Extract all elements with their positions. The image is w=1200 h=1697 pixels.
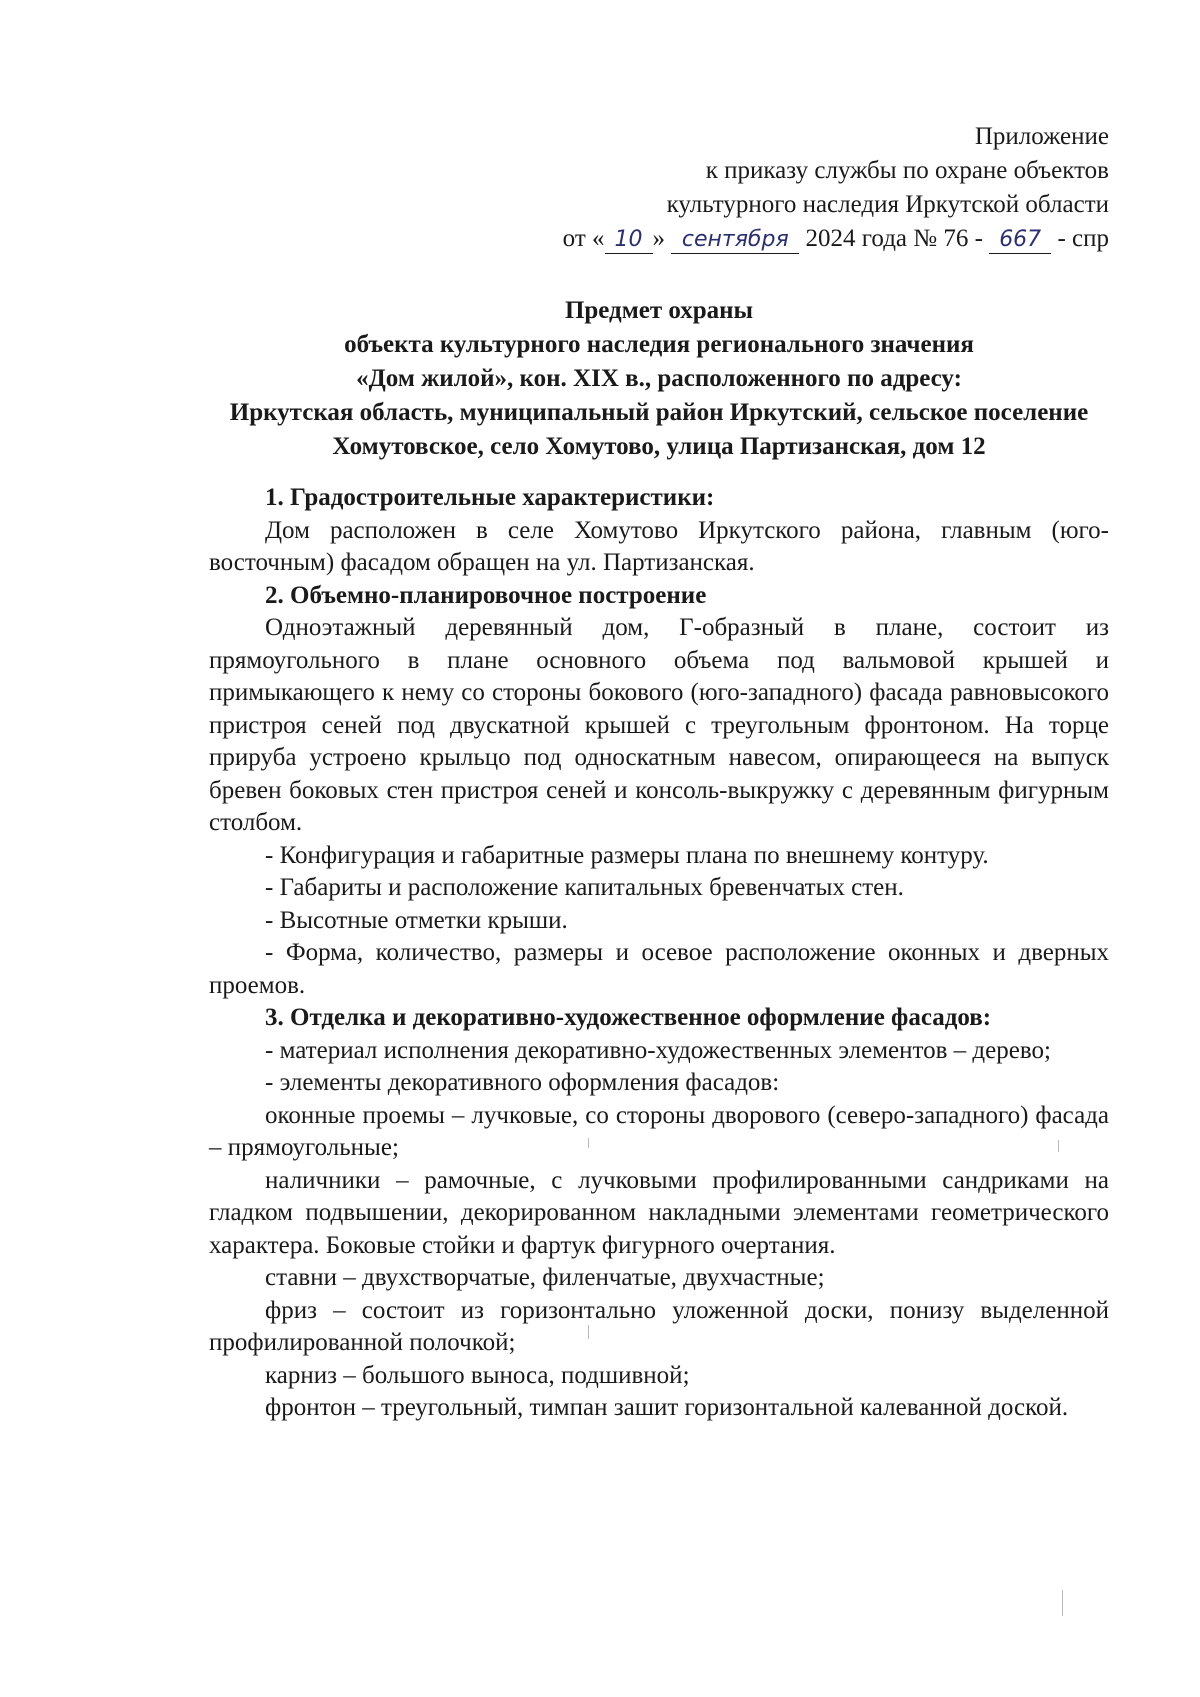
approval-date-line xyxy=(209,222,1109,256)
section-3-item: карниз – большого выноса, подшивной; xyxy=(265,1361,690,1389)
section-3-item: фриз – состоит из горизонтально уложенной доски, понизу выделенной профилированной полочкой; xyxy=(209,1296,1109,1356)
year-text: 2024 года № 76 - xyxy=(805,225,983,252)
document-page xyxy=(209,120,1109,1425)
quote-close: » xyxy=(652,225,666,252)
section-2-item: - Высотные отметки крыши. xyxy=(265,906,568,934)
section-2-item: - Форма, количество, размеры и осевое расположение оконных и дверных проемов. xyxy=(209,939,1109,999)
scan-artifact xyxy=(1058,1140,1059,1152)
section-1-heading: 1. Градостроительные характеристики: xyxy=(265,484,715,511)
section-2-item: - Габариты и расположение капитальных бревенчатых стен. xyxy=(265,874,904,901)
section-3-item: ставни – двухстворчатые, филенчатые, двухчастные; xyxy=(265,1264,825,1291)
date-prefix: от « xyxy=(562,225,605,252)
section-1-text: Дом расположен в селе Хомутово Иркутского района, главным (юго-восточным) фасадом обращен на ул. Партизанская. xyxy=(209,516,1109,576)
approval-block xyxy=(209,120,1109,256)
section-2-text: Одноэтажный деревянный дом, Г-образный в плане, состоит из прямоугольного в плане основного объема под вальмовой крышей и примыкающего к нему со стороны бокового (юго-западного) фасада равновысокого пристроя сеней под двускатной крышей с треугольным фронтоном. На торце прируба устроено крыльцо под односкатным навесом, опирающееся на выпуск бревен боковых стен пристроя сеней и консоль-выкружку с деревянным фигурным столбом. xyxy=(209,614,1109,836)
scan-artifact xyxy=(588,1138,589,1148)
section-2-item: - Конфигурация и габаритные размеры плана по внешнему контуру. xyxy=(265,841,989,869)
title-line-1: Предмет охраны xyxy=(564,297,754,324)
section-3-heading: 3. Отделка и декоративно-художественное оформление фасадов: xyxy=(265,1004,992,1031)
title-line-3: «Дом жилой», кон. XIX в., расположенного по адресу: xyxy=(356,365,962,392)
title-line-2: объекта культурного наследия регионального значения xyxy=(344,331,974,358)
approval-line-2: к приказу службы по охране объектов xyxy=(705,157,1109,184)
handwritten-month: сентября xyxy=(671,227,799,254)
order-suffix: - спр xyxy=(1057,225,1109,252)
scan-artifact xyxy=(588,1325,589,1339)
section-3-item: - материал исполнения декоративно-художественных элементов – дерево; xyxy=(265,1036,1051,1064)
section-3-item: - элементы декоративного оформления фасадов: xyxy=(265,1069,780,1096)
section-2-heading: 2. Объемно-планировочное построение xyxy=(265,581,707,609)
title-line-4: Иркутская область, муниципальный район Иркутский, сельское поселение Хомутовское, село Хомутово, улица Партизанская, дом 12 xyxy=(229,399,1089,460)
scan-artifact xyxy=(1062,1590,1063,1616)
handwritten-day: 10 xyxy=(605,227,653,254)
section-3-item: фронтон – треугольный, тимпан зашит горизонтальной калеванной доской. xyxy=(265,1394,1069,1421)
document-title xyxy=(209,294,1109,464)
document-body xyxy=(209,482,1109,1425)
section-3-item: наличники – рамочные, с лучковыми профилированными сандриками на гладком подвышении, декорированном накладными элементами геометрического характера. Боковые стойки и фартук фигурного очертания. xyxy=(209,1166,1109,1259)
approval-line-3: культурного наследия Иркутской области xyxy=(666,191,1109,218)
approval-line-1: Приложение xyxy=(974,123,1109,150)
handwritten-number: 667 xyxy=(989,227,1051,254)
section-3-item: оконные проемы – лучковые, со стороны дворового (северо-западного) фасада – прямоугольные; xyxy=(209,1101,1109,1161)
